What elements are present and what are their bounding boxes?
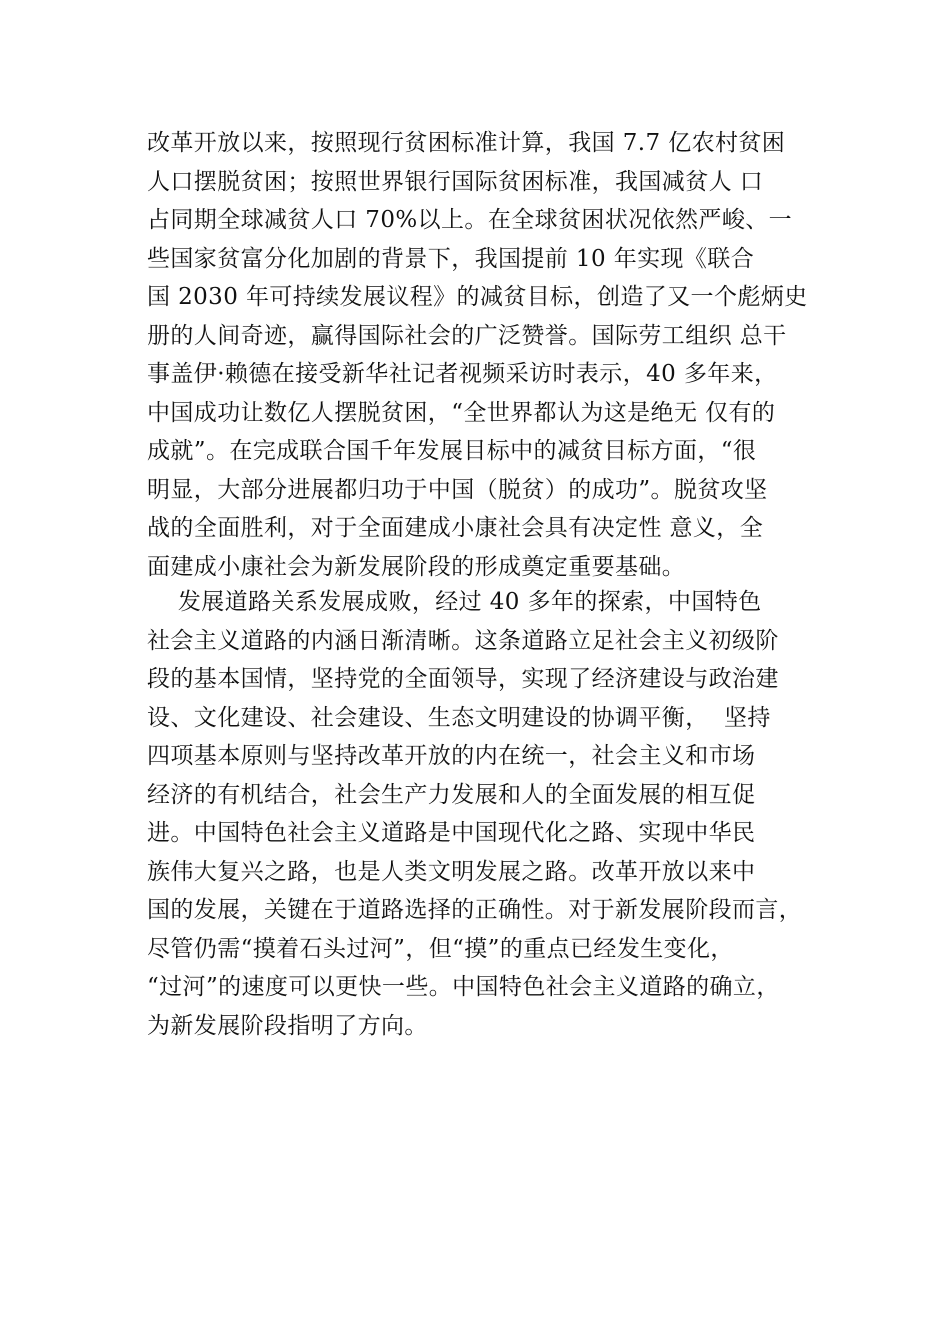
paragraph-line: 发展道路关系发展成败，经过 40 多年的探索，中国特色	[147, 589, 762, 615]
paragraph-poverty-alleviation	[147, 124, 837, 586]
paragraph-line: 人口摆脱贫困；按照世界银行国际贫困标准，我国减贫人 口	[147, 168, 764, 195]
paragraph-line: 国的发展，关键在于道路选择的正确性。对于新发展阶段而言，	[147, 897, 803, 923]
paragraph-line: 经济的有机结合，社会生产力发展和人的全面发展的相互促	[147, 781, 756, 808]
paragraph-line: 册的人间奇迹，赢得国际社会的广泛赞誉。国际劳工组织 总干	[147, 322, 787, 349]
paragraph-line: 进。中国特色社会主义道路是中国现代化之路、实现中华民	[147, 820, 756, 846]
paragraph-development-path	[147, 583, 837, 1045]
paragraph-line: 些国家贫富分化加剧的背景下，我国提前 10 年实现《联合	[147, 245, 755, 272]
paragraph-line: 成就”。在完成联合国千年发展目标中的减贫目标方面，“很	[147, 438, 757, 464]
paragraph-line: 明显，大部分进展都归功于中国（脱贫）的成功”。脱贫攻坚	[147, 476, 768, 503]
paragraph-line: 事盖伊·赖德在接受新华社记者视频采访时表示，40 多年来，	[147, 361, 778, 387]
paragraph-line: 段的基本国情，坚持党的全面领导，实现了经济建设与政治建	[147, 666, 779, 692]
paragraph-line: 国 2030 年可持续发展议程》的减贫目标，创造了又一个彪炳史	[147, 284, 808, 310]
paragraph-line: 四项基本原则与坚持改革开放的内在统一，社会主义和市场	[147, 743, 756, 769]
paragraph-line: “过河”的速度可以更快一些。中国特色社会主义道路的确立，	[147, 974, 780, 1000]
paragraph-line: 为新发展阶段指明了方向。	[147, 1012, 428, 1039]
paragraph-line: 中国成功让数亿人摆脱贫困，“全世界都认为这是绝无 仅有的	[147, 399, 776, 426]
paragraph-line: 设、文化建设、社会建设、生态文明建设的协调平衡， 坚持	[147, 704, 771, 731]
paragraph-line: 改革开放以来，按照现行贫困标准计算，我国 7.7 亿农村贫困	[147, 130, 786, 156]
paragraph-line: 社会主义道路的内涵日渐清晰。这条道路立足社会主义初级阶	[147, 627, 779, 654]
paragraph-line: 战的全面胜利，对于全面建成小康社会具有决定性 意义，全	[147, 515, 764, 541]
paragraph-line: 尽管仍需“摸着石头过河”，但“摸”的重点已经发生变化，	[147, 935, 734, 962]
paragraph-line: 占同期全球减贫人口 70%以上。在全球贫困状况依然严峻、一	[147, 207, 793, 233]
paragraph-line: 族伟大复兴之路，也是人类文明发展之路。改革开放以来中	[147, 858, 756, 885]
paragraph-line: 面建成小康社会为新发展阶段的形成奠定重要基础。	[147, 553, 686, 580]
